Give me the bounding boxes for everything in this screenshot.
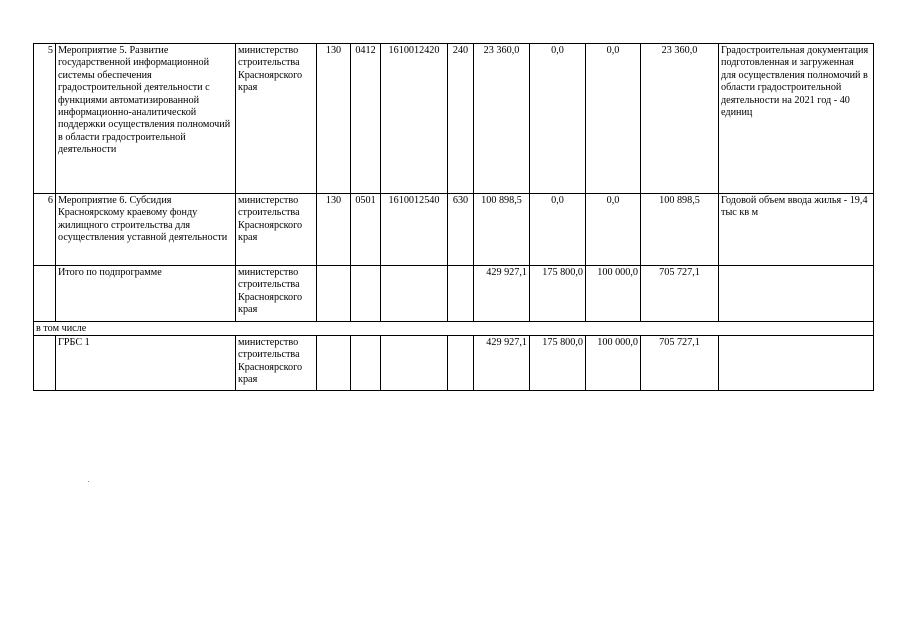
year3-amount: 0,0 [586,194,641,266]
csr-code: 1610012540 [381,194,448,266]
grbs-code: 130 [317,44,351,194]
vr-code: 630 [448,194,474,266]
vr-code [448,266,474,322]
grbs-code [317,266,351,322]
measure-name: Мероприятие 5. Развитие государственной информационной системы обеспечения градостроительной деятельности с функциями автоматизированной информационно-аналитической поддержки осуществления полномочий в области градостроительной деятельности [56,44,236,194]
executor-cell: министерство строительства Красноярского края [236,266,317,322]
vr-code: 240 [448,44,474,194]
rzpr-code [351,266,381,322]
total-amount: 705 727,1 [641,336,719,391]
csr-code: 1610012420 [381,44,448,194]
year3-amount: 100 000,0 [586,336,641,391]
table-row [34,44,874,194]
table-row [34,336,874,391]
measure-name: Мероприятие 6. Субсидия Красноярскому краевому фонду жилищного строительства для осуществления уставной деятельности [56,194,236,266]
program-table [33,43,874,391]
rzpr-code: 0412 [351,44,381,194]
csr-code [381,266,448,322]
year2-amount: 175 800,0 [530,266,586,322]
rzpr-code [351,336,381,391]
year2-amount: 175 800,0 [530,336,586,391]
year1-amount: 23 360,0 [474,44,530,194]
expected-result: Годовой объем ввода жилья - 19,4 тыс кв м [719,194,874,266]
expected-result: Градостроительная документация подготовленная и загруженная для осуществления полномочий в области градостроительной деятельности на 2021 год - 40 единиц [719,44,874,194]
total-amount: 23 360,0 [641,44,719,194]
total-amount: 705 727,1 [641,266,719,322]
year3-amount: 0,0 [586,44,641,194]
expected-result [719,266,874,322]
rzpr-code: 0501 [351,194,381,266]
vr-code [448,336,474,391]
row-number [34,266,56,322]
executor-cell: министерство строительства Красноярского края [236,336,317,391]
year1-amount: 429 927,1 [474,266,530,322]
row-number: 5 [34,44,56,194]
executor-cell: министерство строительства Красноярского края [236,194,317,266]
year1-amount: 100 898,5 [474,194,530,266]
itogo-label: Итого по подпрограмме [56,266,236,322]
executor-cell: министерство строительства Красноярского края [236,44,317,194]
table-row [34,194,874,266]
table-row [34,322,874,336]
scan-speck [88,481,89,482]
row-number: 6 [34,194,56,266]
grbs-code [317,336,351,391]
v-tom-chisle-label: в том числе [34,322,874,336]
grbs-code: 130 [317,194,351,266]
total-amount: 100 898,5 [641,194,719,266]
grbs1-label: ГРБС 1 [56,336,236,391]
row-number [34,336,56,391]
year1-amount: 429 927,1 [474,336,530,391]
year3-amount: 100 000,0 [586,266,641,322]
year2-amount: 0,0 [530,194,586,266]
table-row [34,266,874,322]
expected-result [719,336,874,391]
csr-code [381,336,448,391]
year2-amount: 0,0 [530,44,586,194]
